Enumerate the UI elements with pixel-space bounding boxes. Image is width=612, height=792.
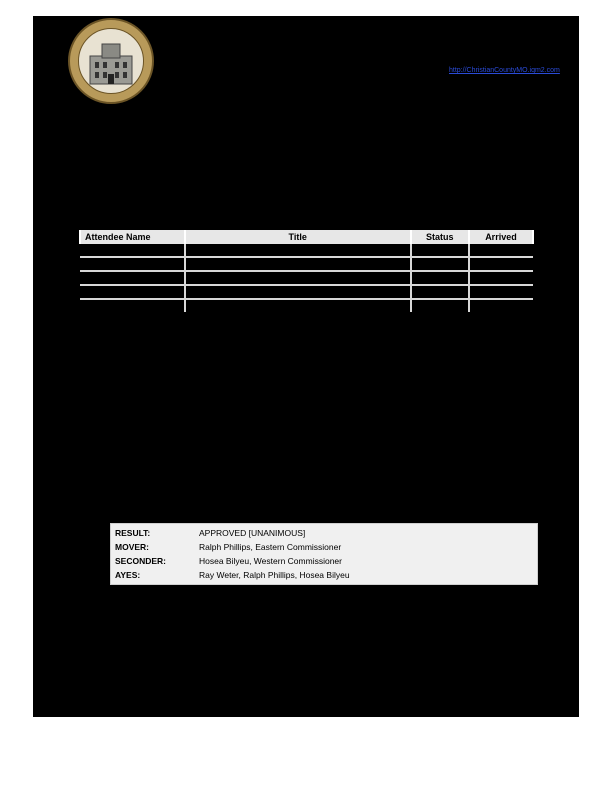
table-cell bbox=[80, 257, 185, 271]
seconder-label: SECONDER: bbox=[115, 556, 167, 566]
vote-result-table bbox=[115, 526, 533, 582]
attendance-table bbox=[79, 230, 534, 312]
table-cell bbox=[185, 244, 411, 257]
mover-value: Ralph Phillips, Eastern Commissioner bbox=[199, 542, 342, 552]
vote-row-mover bbox=[115, 540, 533, 554]
table-cell bbox=[411, 271, 469, 285]
column-header-attendee-name: Attendee Name bbox=[80, 230, 185, 244]
table-row bbox=[80, 299, 533, 312]
ayes-label: AYES: bbox=[115, 570, 141, 580]
table-cell bbox=[185, 257, 411, 271]
table-row bbox=[80, 244, 533, 257]
ayes-value: Ray Weter, Ralph Phillips, Hosea Bilyeu bbox=[199, 570, 350, 580]
result-label: RESULT: bbox=[115, 528, 151, 538]
table-cell bbox=[469, 285, 533, 299]
page-body bbox=[33, 16, 579, 717]
website-link[interactable]: http://ChristianCountyMO.iqm2.com bbox=[449, 67, 560, 74]
table-cell bbox=[411, 285, 469, 299]
table-row bbox=[80, 285, 533, 299]
table-cell bbox=[411, 257, 469, 271]
table-row bbox=[80, 271, 533, 285]
table-cell bbox=[80, 299, 185, 312]
table-cell bbox=[469, 271, 533, 285]
table-cell bbox=[185, 271, 411, 285]
vote-row-result bbox=[115, 526, 533, 540]
table-cell bbox=[411, 244, 469, 257]
table-cell bbox=[80, 244, 185, 257]
table-cell bbox=[469, 244, 533, 257]
vote-row-seconder bbox=[115, 554, 533, 568]
table-cell bbox=[469, 299, 533, 312]
column-header-status: Status bbox=[411, 230, 469, 244]
vote-result-box bbox=[110, 523, 538, 585]
county-seal-logo bbox=[68, 18, 154, 104]
seconder-value: Hosea Bilyeu, Western Commissioner bbox=[199, 556, 342, 566]
vote-row-ayes bbox=[115, 568, 533, 582]
mover-label: MOVER: bbox=[115, 542, 149, 552]
courthouse-icon bbox=[82, 36, 140, 90]
table-row bbox=[80, 257, 533, 271]
table-cell bbox=[80, 285, 185, 299]
result-value: APPROVED [UNANIMOUS] bbox=[199, 528, 306, 538]
column-header-arrived: Arrived bbox=[469, 230, 533, 244]
attendance-header-row bbox=[80, 230, 533, 244]
table-cell bbox=[185, 299, 411, 312]
table-cell bbox=[469, 257, 533, 271]
table-cell bbox=[185, 285, 411, 299]
table-cell bbox=[411, 299, 469, 312]
table-cell bbox=[80, 271, 185, 285]
column-header-title: Title bbox=[185, 230, 411, 244]
